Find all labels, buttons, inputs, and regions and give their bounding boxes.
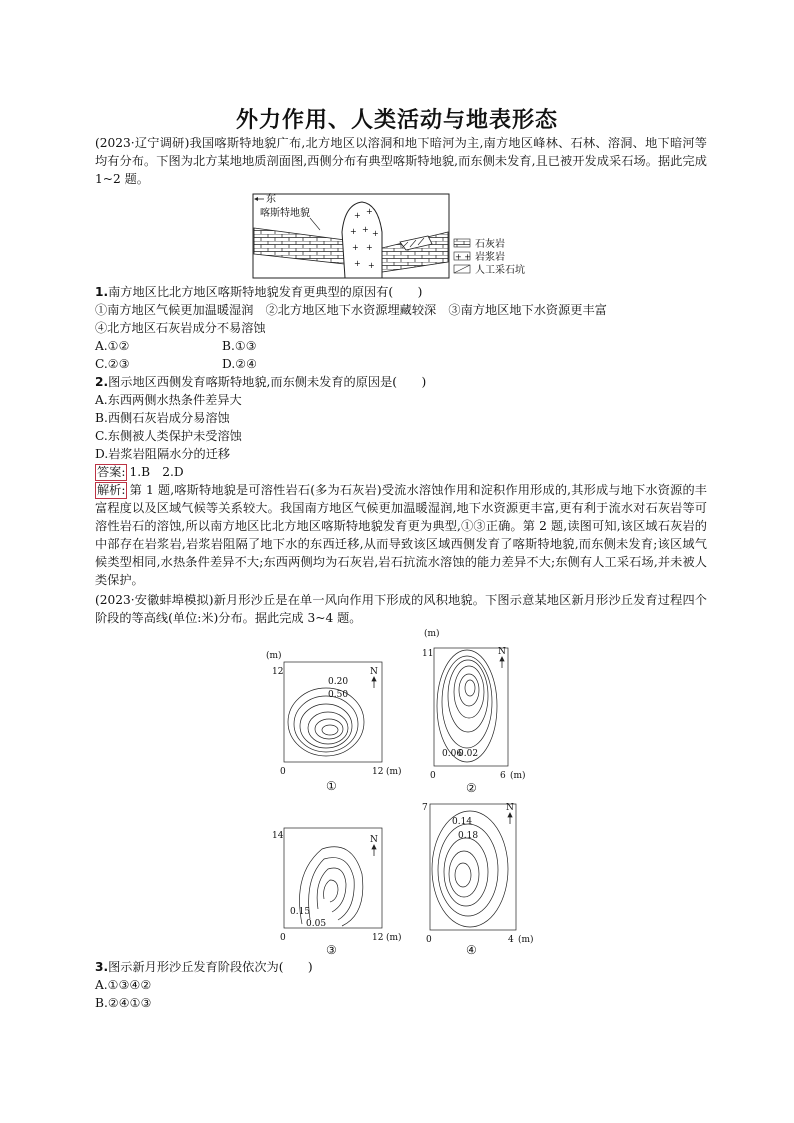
panel-4-contour-b: 0.18 [458,831,479,841]
panel-3-contour-a: 0.15 [290,907,311,917]
question-1 [95,283,422,301]
q1-option-c: C.②③ [95,357,130,371]
panel-2-contour-b: 0.02 [458,749,479,759]
panel-1-north: N [370,667,378,677]
q2-option-a: A.东西两侧水热条件差异大 [95,393,242,407]
panel-1-unit: (m) [266,651,282,661]
panel-3-xmax: 12 [372,933,384,943]
answer-line [95,463,184,481]
legend-quarry: 人工采石坑 [475,265,525,276]
q1-option-d: D.②④ [222,357,258,371]
analysis-block [95,481,707,589]
panel-4-north: N [506,803,514,813]
page-title: 外力作用、人类活动与地表形态 [235,108,558,133]
question-number: 2. [95,375,109,389]
answer-text: 1.B 2.D [129,465,184,479]
panel-2-contour-a: 0.06 [442,749,463,759]
analysis-label: 解析: [97,483,126,497]
question-3 [95,958,313,976]
panel-3-ymax: 14 [272,831,284,841]
q2-option-c: C.东侧被人类保护未受溶蚀 [95,429,242,443]
question-number: 3. [95,960,109,974]
question-stem: 图示新月形沙丘发育阶段依次为( ) [108,960,313,974]
panel-2-xunit: (m) [510,771,526,781]
svg-text:+: + [362,225,369,234]
east-label: 东 [266,194,276,205]
q3-option-a: A.①③④② [95,978,152,992]
q3-option-b: B.②④①③ [95,996,152,1010]
karst-label: 喀斯特地貌 [260,208,310,219]
svg-text:+ +: + + [455,252,471,262]
analysis-text: 第 1 题,喀斯特地貌是可溶性岩石(多为石灰岩)受流水溶蚀作用和淀积作用形成的,其形成与地下水资源的丰富程度以及区域气候等关系较大。我国南方地区气候更加温暖湿润,地下水资源更丰富,更有利于流水对石灰岩等可溶性岩石的溶蚀,所以南方地区比北方地区喀斯特地貌发育更为典型,①③正确。第 2 题,读图可知,该区域石灰岩的中部存在岩浆岩,岩浆岩阻隔了地下水的东西迁移,从而导致该区域西侧发育了喀斯特地貌,而东侧未发育;该区域气候类型相同,水热条件差异不大;东西两侧均为石灰岩,岩石抗流水溶蚀的能力差异不大;东侧有人工采石场,并未被人类保护。 [95,483,707,587]
panel-2-origin: 0 [430,771,436,781]
question-2 [95,373,426,391]
intro-paragraph-2: (2023·安徽蚌埠模拟)新月形沙丘是在单一风向作用下形成的风积地貌。下图示意某地区新月形沙丘发育过程四个阶段的等高线(单位:米)分布。据此完成 3~4 题。 [95,593,707,625]
panel-3-origin: 0 [280,933,286,943]
question-number: 1. [95,285,109,299]
svg-text:+: + [366,207,373,216]
panel-1-label: ① [326,779,337,793]
answer-label: 答案: [97,465,126,479]
panel-2-north: N [498,647,506,657]
q1-option-a: A.①② [95,339,130,353]
q1-items-line-1: ①南方地区气候更加温暖湿润 ②北方地区地下水资源埋藏较深 ③南方地区地下水资源更丰富 [95,303,607,317]
panel-4-origin: 0 [426,935,432,945]
panel-4-ymax: 7 [422,803,428,813]
q2-option-b: B.西侧石灰岩成分易溶蚀 [95,411,230,425]
dune-contour-figure [262,624,542,960]
panel-1-contour-b: 0.50 [328,690,349,700]
svg-text:+: + [372,229,379,238]
panel-3-xunit: (m) [386,933,402,943]
question-stem: 图示地区西侧发育喀斯特地貌,而东侧未发育的原因是( ) [108,375,427,389]
legend-magma: 岩浆岩 [475,252,505,263]
panel-3-contour-b: 0.05 [306,919,327,929]
panel-2-label: ② [466,781,477,795]
svg-text:+: + [354,211,361,220]
panel-4-xmax: 4 [508,935,514,945]
panel-1-ymax: 12 [272,667,284,677]
svg-text:+: + [352,243,359,252]
question-stem: 南方地区比北方地区喀斯特地貌发育更典型的原因有( ) [108,285,423,299]
panel-2-xmax: 6 [500,771,506,781]
svg-text:+: + [368,261,375,270]
svg-text:+: + [354,259,361,268]
panel-3-north: N [370,835,378,845]
q2-option-d: D.岩浆岩阻隔水分的迁移 [95,447,231,461]
svg-text:+: + [350,227,357,236]
panel-1-contour-a: 0.20 [328,677,349,687]
geology-cross-section-figure [250,192,580,280]
svg-text:+: + [366,243,373,252]
panel-4-xunit: (m) [518,935,534,945]
panel-4-label: ④ [466,943,477,957]
legend-limestone: 石灰岩 [475,239,505,250]
panel-1-xmax: 12 [372,767,384,777]
panel-1-origin: 0 [280,767,286,777]
intro-paragraph-1: (2023·辽宁调研)我国喀斯特地貌广布,北方地区以溶洞和地下暗河为主,南方地区峰林、石林、溶洞、地下暗河等均有分布。下图为北方某地地质剖面图,西侧分布有典型喀斯特地貌,而东侧未发育,且已被开发成采石场。据此完成 1~2 题。 [95,136,707,186]
panel-2-ymax: 11 [422,649,434,659]
q1-items-line-2: ④北方地区石灰岩成分不易溶蚀 [95,321,266,335]
panel-2-unit-text: (m) [424,629,440,639]
panel-3-label: ③ [326,943,337,957]
panel-1-xunit: (m) [386,767,402,777]
q1-option-b: B.①③ [222,339,257,353]
panel-4-contour-a: 0.14 [452,817,473,827]
